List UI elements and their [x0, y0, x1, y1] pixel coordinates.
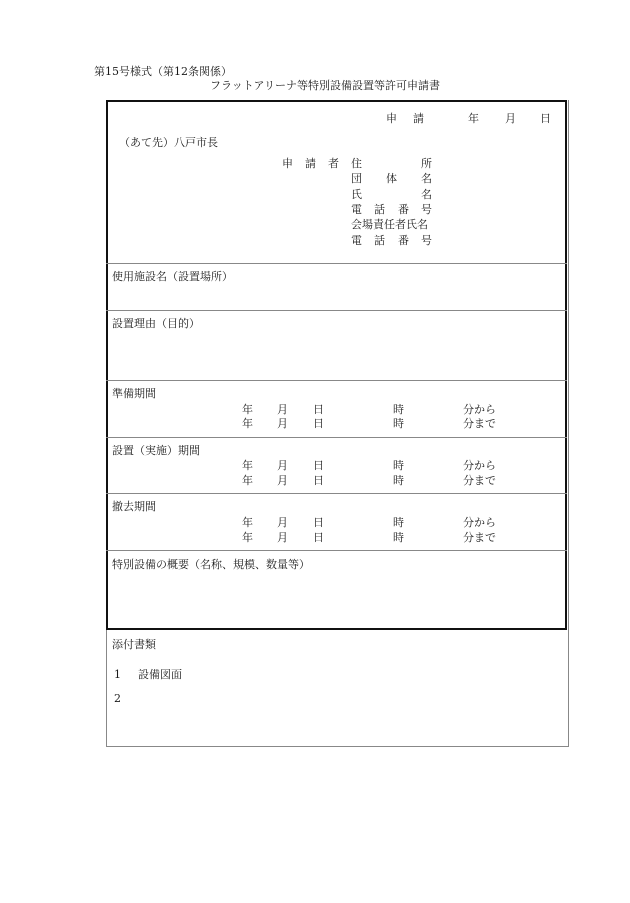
removal-end-until: 分まで — [463, 531, 496, 544]
facility-label: 使用施設名（設置場所） — [112, 270, 233, 283]
install-end-year: 年 — [242, 474, 253, 487]
attachment-1-text: 設備図面 — [138, 668, 182, 681]
prep-end-day: 日 — [313, 417, 324, 430]
removal-start-day: 日 — [313, 516, 324, 529]
field-name-char-2: 名 — [421, 188, 432, 201]
addressee: （あて先）八戸市長 — [119, 136, 218, 149]
field-manager-phone-char-1: 電 — [351, 234, 362, 247]
application-month: 月 — [505, 112, 516, 125]
field-manager-phone-char-4: 号 — [421, 234, 432, 247]
install-start-day: 日 — [313, 459, 324, 472]
install-end-hour: 時 — [393, 474, 404, 487]
field-name-char-1: 氏 — [351, 188, 362, 201]
removal-period-label: 撤去期間 — [112, 500, 156, 513]
attachment-2-number: 2 — [114, 692, 121, 705]
install-start-month: 月 — [277, 459, 288, 472]
field-group-char-3: 名 — [421, 172, 432, 185]
prep-period-label: 準備期間 — [112, 387, 156, 400]
form-title: フラットアリーナ等特別設備設置等許可申請書 — [210, 79, 441, 92]
applicant-char-2: 請 — [305, 157, 316, 170]
field-phone-char-4: 号 — [421, 203, 432, 216]
prep-start-from: 分から — [463, 403, 496, 416]
form-number: 第15号様式（第12条関係） — [94, 65, 232, 78]
install-end-month: 月 — [277, 474, 288, 487]
prep-end-until: 分まで — [463, 417, 496, 430]
prep-start-year: 年 — [242, 403, 253, 416]
attachment-1-number: 1 — [114, 668, 121, 681]
divider — [106, 263, 567, 264]
divider — [106, 437, 567, 438]
prep-start-day: 日 — [313, 403, 324, 416]
divider — [106, 380, 567, 381]
applicant-char-3: 者 — [328, 157, 339, 170]
prep-start-month: 月 — [277, 403, 288, 416]
install-start-year: 年 — [242, 459, 253, 472]
removal-start-month: 月 — [277, 516, 288, 529]
field-group-char-1: 団 — [351, 172, 362, 185]
field-address-char-2: 所 — [421, 157, 432, 170]
application-label-char-1: 申 — [386, 112, 397, 125]
removal-start-hour: 時 — [393, 516, 404, 529]
removal-end-month: 月 — [277, 531, 288, 544]
reason-label: 設置理由（目的） — [112, 317, 200, 330]
install-end-day: 日 — [313, 474, 324, 487]
field-phone-char-3: 番 — [398, 203, 409, 216]
install-start-hour: 時 — [393, 459, 404, 472]
field-manager-phone-char-3: 番 — [398, 234, 409, 247]
field-phone-char-1: 電 — [351, 203, 362, 216]
divider — [106, 550, 567, 551]
prep-end-hour: 時 — [393, 417, 404, 430]
field-address-char-1: 住 — [351, 157, 362, 170]
field-manager-phone-char-2: 話 — [374, 234, 385, 247]
attachments-title: 添付書類 — [112, 638, 156, 651]
install-end-until: 分まで — [463, 474, 496, 487]
removal-end-day: 日 — [313, 531, 324, 544]
field-group-char-2: 体 — [386, 172, 397, 185]
overview-label: 特別設備の概要（名称、規模、数量等） — [112, 558, 310, 571]
removal-start-year: 年 — [242, 516, 253, 529]
removal-start-from: 分から — [463, 516, 496, 529]
prep-end-month: 月 — [277, 417, 288, 430]
application-label-char-2: 請 — [413, 112, 424, 125]
prep-end-year: 年 — [242, 417, 253, 430]
install-start-from: 分から — [463, 459, 496, 472]
application-day: 日 — [540, 112, 551, 125]
divider — [106, 493, 567, 494]
field-phone-char-2: 話 — [374, 203, 385, 216]
field-venue-manager: 会場責任者氏名 — [351, 218, 428, 231]
removal-end-year: 年 — [242, 531, 253, 544]
removal-end-hour: 時 — [393, 531, 404, 544]
prep-start-hour: 時 — [393, 403, 404, 416]
applicant-char-1: 申 — [282, 157, 293, 170]
install-period-label: 設置（実施）期間 — [112, 444, 200, 457]
application-year: 年 — [468, 112, 479, 125]
divider — [106, 310, 567, 311]
